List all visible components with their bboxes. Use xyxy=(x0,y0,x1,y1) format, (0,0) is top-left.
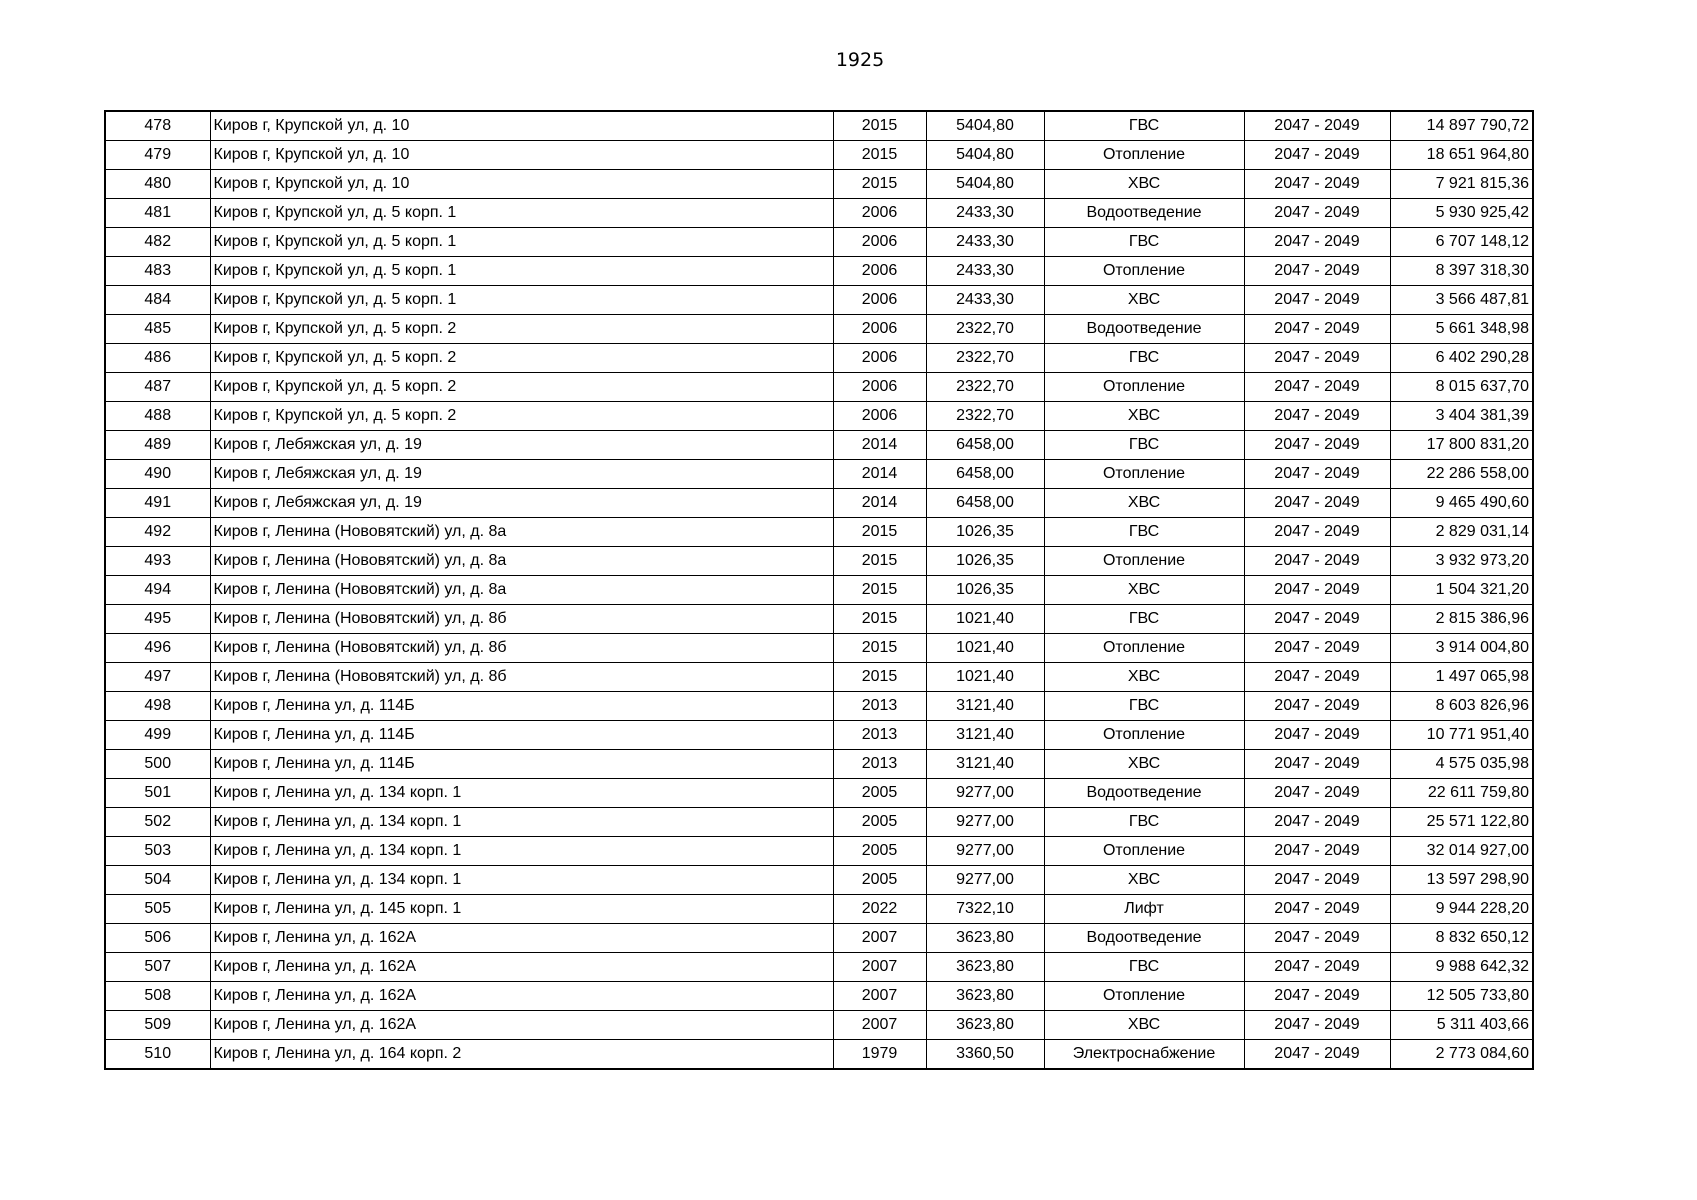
table-row xyxy=(105,547,1533,576)
work-type-cell: Электроснабжение xyxy=(1044,1040,1244,1070)
table-row xyxy=(105,982,1533,1011)
row-number-cell: 500 xyxy=(105,750,210,779)
cost-cell: 8 015 637,70 xyxy=(1390,373,1533,402)
cost-cell: 14 897 790,72 xyxy=(1390,111,1533,141)
address-cell: Киров г, Крупской ул, д. 5 корп. 1 xyxy=(210,199,833,228)
area-cell: 9277,00 xyxy=(926,808,1044,837)
table-row xyxy=(105,199,1533,228)
year-cell: 2006 xyxy=(833,344,926,373)
year-cell: 2007 xyxy=(833,1011,926,1040)
area-cell: 2433,30 xyxy=(926,286,1044,315)
area-cell: 3121,40 xyxy=(926,750,1044,779)
address-cell: Киров г, Ленина (Нововятский) ул, д. 8а xyxy=(210,518,833,547)
cost-cell: 10 771 951,40 xyxy=(1390,721,1533,750)
area-cell: 6458,00 xyxy=(926,460,1044,489)
cost-cell: 2 815 386,96 xyxy=(1390,605,1533,634)
area-cell: 3623,80 xyxy=(926,1011,1044,1040)
cost-cell: 2 773 084,60 xyxy=(1390,1040,1533,1070)
year-cell: 2005 xyxy=(833,808,926,837)
address-cell: Киров г, Ленина ул, д. 114Б xyxy=(210,721,833,750)
table-row xyxy=(105,663,1533,692)
area-cell: 1026,35 xyxy=(926,518,1044,547)
year-cell: 2015 xyxy=(833,605,926,634)
row-number-cell: 510 xyxy=(105,1040,210,1070)
period-cell: 2047 - 2049 xyxy=(1244,866,1390,895)
year-cell: 2015 xyxy=(833,634,926,663)
period-cell: 2047 - 2049 xyxy=(1244,837,1390,866)
row-number-cell: 487 xyxy=(105,373,210,402)
year-cell: 2006 xyxy=(833,199,926,228)
work-type-cell: Отопление xyxy=(1044,141,1244,170)
area-cell: 9277,00 xyxy=(926,837,1044,866)
period-cell: 2047 - 2049 xyxy=(1244,402,1390,431)
table-row xyxy=(105,1011,1533,1040)
cost-cell: 22 611 759,80 xyxy=(1390,779,1533,808)
row-number-cell: 479 xyxy=(105,141,210,170)
year-cell: 2013 xyxy=(833,692,926,721)
period-cell: 2047 - 2049 xyxy=(1244,228,1390,257)
cost-cell: 9 988 642,32 xyxy=(1390,953,1533,982)
cost-cell: 2 829 031,14 xyxy=(1390,518,1533,547)
period-cell: 2047 - 2049 xyxy=(1244,111,1390,141)
cost-cell: 5 930 925,42 xyxy=(1390,199,1533,228)
row-number-cell: 492 xyxy=(105,518,210,547)
row-number-cell: 507 xyxy=(105,953,210,982)
address-cell: Киров г, Лебяжская ул, д. 19 xyxy=(210,431,833,460)
address-cell: Киров г, Крупской ул, д. 10 xyxy=(210,170,833,199)
address-cell: Киров г, Ленина (Нововятский) ул, д. 8а xyxy=(210,576,833,605)
area-cell: 1026,35 xyxy=(926,576,1044,605)
address-cell: Киров г, Ленина ул, д. 134 корп. 1 xyxy=(210,808,833,837)
address-cell: Киров г, Ленина (Нововятский) ул, д. 8б xyxy=(210,663,833,692)
cost-cell: 18 651 964,80 xyxy=(1390,141,1533,170)
work-type-cell: ГВС xyxy=(1044,228,1244,257)
area-cell: 2433,30 xyxy=(926,228,1044,257)
row-number-cell: 480 xyxy=(105,170,210,199)
table-row xyxy=(105,170,1533,199)
area-cell: 2322,70 xyxy=(926,344,1044,373)
address-cell: Киров г, Крупской ул, д. 5 корп. 2 xyxy=(210,344,833,373)
work-type-cell: Отопление xyxy=(1044,547,1244,576)
table-row xyxy=(105,692,1533,721)
work-type-cell: ГВС xyxy=(1044,431,1244,460)
row-number-cell: 486 xyxy=(105,344,210,373)
period-cell: 2047 - 2049 xyxy=(1244,1040,1390,1070)
work-type-cell: ХВС xyxy=(1044,489,1244,518)
cost-cell: 5 311 403,66 xyxy=(1390,1011,1533,1040)
row-number-cell: 495 xyxy=(105,605,210,634)
table-row xyxy=(105,373,1533,402)
cost-cell: 13 597 298,90 xyxy=(1390,866,1533,895)
area-cell: 1021,40 xyxy=(926,663,1044,692)
year-cell: 2006 xyxy=(833,228,926,257)
row-number-cell: 504 xyxy=(105,866,210,895)
cost-cell: 6 707 148,12 xyxy=(1390,228,1533,257)
period-cell: 2047 - 2049 xyxy=(1244,170,1390,199)
year-cell: 2006 xyxy=(833,373,926,402)
year-cell: 2006 xyxy=(833,286,926,315)
period-cell: 2047 - 2049 xyxy=(1244,663,1390,692)
table-row xyxy=(105,634,1533,663)
area-cell: 1021,40 xyxy=(926,605,1044,634)
table-row xyxy=(105,315,1533,344)
period-cell: 2047 - 2049 xyxy=(1244,576,1390,605)
table-body xyxy=(105,111,1533,1069)
area-cell: 9277,00 xyxy=(926,779,1044,808)
row-number-cell: 478 xyxy=(105,111,210,141)
address-cell: Киров г, Крупской ул, д. 5 корп. 1 xyxy=(210,228,833,257)
work-type-cell: Отопление xyxy=(1044,257,1244,286)
address-cell: Киров г, Крупской ул, д. 5 корп. 2 xyxy=(210,315,833,344)
address-cell: Киров г, Ленина ул, д. 145 корп. 1 xyxy=(210,895,833,924)
year-cell: 2007 xyxy=(833,982,926,1011)
row-number-cell: 491 xyxy=(105,489,210,518)
row-number-cell: 490 xyxy=(105,460,210,489)
work-type-cell: Водоотведение xyxy=(1044,199,1244,228)
cost-cell: 3 566 487,81 xyxy=(1390,286,1533,315)
area-cell: 2322,70 xyxy=(926,373,1044,402)
cost-cell: 8 832 650,12 xyxy=(1390,924,1533,953)
area-cell: 2433,30 xyxy=(926,257,1044,286)
address-cell: Киров г, Ленина ул, д. 162А xyxy=(210,982,833,1011)
table-row xyxy=(105,576,1533,605)
year-cell: 2005 xyxy=(833,779,926,808)
work-type-cell: Водоотведение xyxy=(1044,779,1244,808)
work-type-cell: Отопление xyxy=(1044,721,1244,750)
table-row xyxy=(105,344,1533,373)
row-number-cell: 483 xyxy=(105,257,210,286)
cost-cell: 9 465 490,60 xyxy=(1390,489,1533,518)
year-cell: 2015 xyxy=(833,518,926,547)
address-cell: Киров г, Ленина ул, д. 114Б xyxy=(210,692,833,721)
work-type-cell: ХВС xyxy=(1044,170,1244,199)
table-row xyxy=(105,228,1533,257)
cost-cell: 1 497 065,98 xyxy=(1390,663,1533,692)
page-number: 1925 xyxy=(835,49,885,71)
period-cell: 2047 - 2049 xyxy=(1244,1011,1390,1040)
address-cell: Киров г, Ленина (Нововятский) ул, д. 8б xyxy=(210,605,833,634)
year-cell: 2014 xyxy=(833,431,926,460)
year-cell: 2015 xyxy=(833,576,926,605)
work-type-cell: Отопление xyxy=(1044,982,1244,1011)
work-type-cell: Лифт xyxy=(1044,895,1244,924)
area-cell: 3121,40 xyxy=(926,692,1044,721)
area-cell: 3121,40 xyxy=(926,721,1044,750)
cost-cell: 3 404 381,39 xyxy=(1390,402,1533,431)
area-cell: 1026,35 xyxy=(926,547,1044,576)
period-cell: 2047 - 2049 xyxy=(1244,199,1390,228)
table-row xyxy=(105,721,1533,750)
row-number-cell: 509 xyxy=(105,1011,210,1040)
period-cell: 2047 - 2049 xyxy=(1244,605,1390,634)
period-cell: 2047 - 2049 xyxy=(1244,779,1390,808)
row-number-cell: 493 xyxy=(105,547,210,576)
row-number-cell: 499 xyxy=(105,721,210,750)
area-cell: 6458,00 xyxy=(926,431,1044,460)
year-cell: 2014 xyxy=(833,489,926,518)
work-type-cell: Водоотведение xyxy=(1044,924,1244,953)
address-cell: Киров г, Лебяжская ул, д. 19 xyxy=(210,489,833,518)
work-type-cell: ГВС xyxy=(1044,111,1244,141)
address-cell: Киров г, Ленина ул, д. 134 корп. 1 xyxy=(210,866,833,895)
period-cell: 2047 - 2049 xyxy=(1244,373,1390,402)
cost-cell: 25 571 122,80 xyxy=(1390,808,1533,837)
table-row xyxy=(105,141,1533,170)
year-cell: 2015 xyxy=(833,111,926,141)
address-cell: Киров г, Ленина (Нововятский) ул, д. 8б xyxy=(210,634,833,663)
period-cell: 2047 - 2049 xyxy=(1244,895,1390,924)
work-type-cell: Отопление xyxy=(1044,373,1244,402)
work-type-cell: ГВС xyxy=(1044,808,1244,837)
period-cell: 2047 - 2049 xyxy=(1244,808,1390,837)
address-cell: Киров г, Крупской ул, д. 5 корп. 2 xyxy=(210,402,833,431)
repair-registry-table xyxy=(104,110,1534,1070)
cost-cell: 7 921 815,36 xyxy=(1390,170,1533,199)
year-cell: 2007 xyxy=(833,924,926,953)
table-row xyxy=(105,402,1533,431)
year-cell: 2006 xyxy=(833,402,926,431)
cost-cell: 8 603 826,96 xyxy=(1390,692,1533,721)
address-cell: Киров г, Ленина ул, д. 164 корп. 2 xyxy=(210,1040,833,1070)
table-row xyxy=(105,837,1533,866)
period-cell: 2047 - 2049 xyxy=(1244,750,1390,779)
work-type-cell: Отопление xyxy=(1044,634,1244,663)
work-type-cell: ГВС xyxy=(1044,518,1244,547)
table-row xyxy=(105,1040,1533,1070)
work-type-cell: ХВС xyxy=(1044,576,1244,605)
address-cell: Киров г, Ленина ул, д. 114Б xyxy=(210,750,833,779)
row-number-cell: 484 xyxy=(105,286,210,315)
row-number-cell: 506 xyxy=(105,924,210,953)
row-number-cell: 497 xyxy=(105,663,210,692)
work-type-cell: ХВС xyxy=(1044,1011,1244,1040)
area-cell: 2322,70 xyxy=(926,402,1044,431)
area-cell: 5404,80 xyxy=(926,111,1044,141)
year-cell: 2022 xyxy=(833,895,926,924)
table-row xyxy=(105,605,1533,634)
area-cell: 9277,00 xyxy=(926,866,1044,895)
period-cell: 2047 - 2049 xyxy=(1244,431,1390,460)
row-number-cell: 498 xyxy=(105,692,210,721)
area-cell: 2433,30 xyxy=(926,199,1044,228)
table-row xyxy=(105,750,1533,779)
period-cell: 2047 - 2049 xyxy=(1244,953,1390,982)
table-row xyxy=(105,489,1533,518)
row-number-cell: 505 xyxy=(105,895,210,924)
cost-cell: 3 932 973,20 xyxy=(1390,547,1533,576)
period-cell: 2047 - 2049 xyxy=(1244,141,1390,170)
work-type-cell: ГВС xyxy=(1044,953,1244,982)
area-cell: 3623,80 xyxy=(926,924,1044,953)
year-cell: 2015 xyxy=(833,663,926,692)
address-cell: Киров г, Лебяжская ул, д. 19 xyxy=(210,460,833,489)
area-cell: 3360,50 xyxy=(926,1040,1044,1070)
cost-cell: 5 661 348,98 xyxy=(1390,315,1533,344)
area-cell: 5404,80 xyxy=(926,141,1044,170)
table-row xyxy=(105,518,1533,547)
table-row xyxy=(105,257,1533,286)
table-row xyxy=(105,953,1533,982)
table-row xyxy=(105,924,1533,953)
period-cell: 2047 - 2049 xyxy=(1244,634,1390,663)
area-cell: 6458,00 xyxy=(926,489,1044,518)
cost-cell: 8 397 318,30 xyxy=(1390,257,1533,286)
year-cell: 2013 xyxy=(833,721,926,750)
work-type-cell: ХВС xyxy=(1044,402,1244,431)
address-cell: Киров г, Ленина ул, д. 134 корп. 1 xyxy=(210,779,833,808)
cost-cell: 22 286 558,00 xyxy=(1390,460,1533,489)
address-cell: Киров г, Ленина ул, д. 162А xyxy=(210,953,833,982)
address-cell: Киров г, Крупской ул, д. 10 xyxy=(210,111,833,141)
row-number-cell: 488 xyxy=(105,402,210,431)
address-cell: Киров г, Ленина ул, д. 134 корп. 1 xyxy=(210,837,833,866)
cost-cell: 3 914 004,80 xyxy=(1390,634,1533,663)
work-type-cell: ГВС xyxy=(1044,692,1244,721)
cost-cell: 17 800 831,20 xyxy=(1390,431,1533,460)
period-cell: 2047 - 2049 xyxy=(1244,460,1390,489)
address-cell: Киров г, Ленина ул, д. 162А xyxy=(210,1011,833,1040)
table-row xyxy=(105,431,1533,460)
row-number-cell: 496 xyxy=(105,634,210,663)
year-cell: 2005 xyxy=(833,866,926,895)
period-cell: 2047 - 2049 xyxy=(1244,692,1390,721)
row-number-cell: 501 xyxy=(105,779,210,808)
year-cell: 2014 xyxy=(833,460,926,489)
period-cell: 2047 - 2049 xyxy=(1244,489,1390,518)
period-cell: 2047 - 2049 xyxy=(1244,982,1390,1011)
work-type-cell: ХВС xyxy=(1044,286,1244,315)
row-number-cell: 485 xyxy=(105,315,210,344)
work-type-cell: ХВС xyxy=(1044,750,1244,779)
year-cell: 2015 xyxy=(833,141,926,170)
period-cell: 2047 - 2049 xyxy=(1244,547,1390,576)
address-cell: Киров г, Крупской ул, д. 5 корп. 1 xyxy=(210,257,833,286)
area-cell: 7322,10 xyxy=(926,895,1044,924)
row-number-cell: 494 xyxy=(105,576,210,605)
work-type-cell: Отопление xyxy=(1044,837,1244,866)
table-row xyxy=(105,895,1533,924)
work-type-cell: ХВС xyxy=(1044,663,1244,692)
work-type-cell: ГВС xyxy=(1044,344,1244,373)
table-row xyxy=(105,286,1533,315)
cost-cell: 6 402 290,28 xyxy=(1390,344,1533,373)
table-row xyxy=(105,866,1533,895)
period-cell: 2047 - 2049 xyxy=(1244,518,1390,547)
table-row xyxy=(105,779,1533,808)
address-cell: Киров г, Крупской ул, д. 5 корп. 1 xyxy=(210,286,833,315)
cost-cell: 1 504 321,20 xyxy=(1390,576,1533,605)
period-cell: 2047 - 2049 xyxy=(1244,286,1390,315)
address-cell: Киров г, Ленина (Нововятский) ул, д. 8а xyxy=(210,547,833,576)
period-cell: 2047 - 2049 xyxy=(1244,344,1390,373)
area-cell: 5404,80 xyxy=(926,170,1044,199)
year-cell: 2006 xyxy=(833,257,926,286)
year-cell: 2015 xyxy=(833,170,926,199)
period-cell: 2047 - 2049 xyxy=(1244,257,1390,286)
table-row xyxy=(105,808,1533,837)
year-cell: 2005 xyxy=(833,837,926,866)
area-cell: 3623,80 xyxy=(926,982,1044,1011)
year-cell: 1979 xyxy=(833,1040,926,1070)
year-cell: 2015 xyxy=(833,547,926,576)
table-row xyxy=(105,111,1533,141)
year-cell: 2013 xyxy=(833,750,926,779)
row-number-cell: 508 xyxy=(105,982,210,1011)
row-number-cell: 482 xyxy=(105,228,210,257)
address-cell: Киров г, Крупской ул, д. 10 xyxy=(210,141,833,170)
year-cell: 2007 xyxy=(833,953,926,982)
area-cell: 3623,80 xyxy=(926,953,1044,982)
row-number-cell: 489 xyxy=(105,431,210,460)
address-cell: Киров г, Ленина ул, д. 162А xyxy=(210,924,833,953)
area-cell: 1021,40 xyxy=(926,634,1044,663)
cost-cell: 32 014 927,00 xyxy=(1390,837,1533,866)
cost-cell: 4 575 035,98 xyxy=(1390,750,1533,779)
row-number-cell: 481 xyxy=(105,199,210,228)
address-cell: Киров г, Крупской ул, д. 5 корп. 2 xyxy=(210,373,833,402)
work-type-cell: ГВС xyxy=(1044,605,1244,634)
area-cell: 2322,70 xyxy=(926,315,1044,344)
year-cell: 2006 xyxy=(833,315,926,344)
cost-cell: 9 944 228,20 xyxy=(1390,895,1533,924)
work-type-cell: Водоотведение xyxy=(1044,315,1244,344)
period-cell: 2047 - 2049 xyxy=(1244,924,1390,953)
table-row xyxy=(105,460,1533,489)
row-number-cell: 502 xyxy=(105,808,210,837)
period-cell: 2047 - 2049 xyxy=(1244,721,1390,750)
period-cell: 2047 - 2049 xyxy=(1244,315,1390,344)
work-type-cell: Отопление xyxy=(1044,460,1244,489)
work-type-cell: ХВС xyxy=(1044,866,1244,895)
row-number-cell: 503 xyxy=(105,837,210,866)
cost-cell: 12 505 733,80 xyxy=(1390,982,1533,1011)
